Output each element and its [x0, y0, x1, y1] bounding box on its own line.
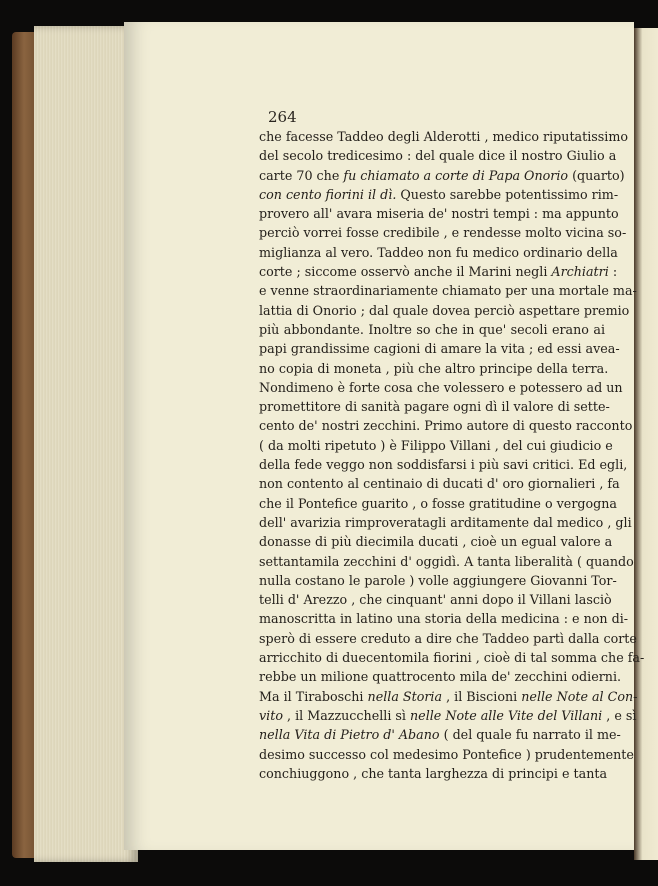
facing-page-edge — [634, 28, 658, 860]
text-segment: lattia di Onorio ; dal quale dovea perciò aspettare premio — [259, 302, 630, 318]
text-line — [259, 648, 645, 667]
text-line — [259, 223, 627, 242]
text-line — [259, 706, 637, 725]
text-line — [259, 590, 612, 609]
text-line — [259, 745, 634, 764]
text-segment: papi grandissime cagioni di amare la vita ; ed essi avea- — [259, 341, 620, 357]
text-segment: Questo sarebbe potentissimo rim- — [396, 186, 619, 202]
text-line — [259, 571, 617, 590]
text-segment: non contento al centinaio di ducati d' oro giornalieri , fa — [259, 476, 620, 492]
text-line — [259, 667, 622, 686]
text-segment: provero all' avara miseria de' nostri tempi : ma appunto — [259, 206, 619, 222]
text-segment: ( da molti ripetuto ) è Filippo Villani , del cui giudicio e — [259, 437, 613, 453]
text-line — [259, 629, 637, 648]
italic-text-segment: nella Storia — [367, 688, 443, 704]
text-line — [259, 146, 617, 165]
text-line — [259, 494, 618, 513]
text-segment: nulla costano le parole ) volle aggiungere Giovanni Tor- — [259, 572, 617, 588]
text-segment: promettitore di sanità pagare ogni dì il valore di sette- — [259, 399, 610, 415]
text-line — [259, 532, 613, 551]
text-line — [259, 320, 605, 339]
text-line — [259, 301, 630, 320]
text-segment: , il Mazzucchelli sì — [282, 707, 411, 723]
text-segment: settantamila zecchini d' oggidì. A tanta liberalità ( quando — [259, 553, 634, 569]
page-text-body — [259, 127, 645, 783]
text-segment: cento de' nostri zecchini. Primo autore di questo racconto — [259, 418, 633, 434]
text-segment: e venne straordinariamente chiamato per una mortale ma- — [259, 283, 637, 299]
text-segment: telli d' Arezzo , che cinquant' anni dopo il Villani lasciò — [259, 592, 612, 608]
text-segment: più abbondante. Inoltre so che in que' secoli erano ai — [259, 321, 605, 337]
text-line — [259, 378, 623, 397]
text-segment: che il Pontefice guarito , o fosse gratitudine o vergogna — [259, 495, 618, 511]
text-segment: corte ; siccome osservò anche il Marini negli — [259, 264, 552, 280]
text-segment: , e sì — [602, 707, 637, 723]
italic-text-segment: nella Vita di Pietro d' Abano — [259, 727, 440, 743]
text-segment: miglianza al vero. Taddeo non fu medico ordinario della — [259, 244, 618, 260]
text-segment: carte 70 che — [259, 167, 344, 183]
text-line — [259, 127, 629, 146]
text-segment: ( del quale fu narrato il me- — [439, 727, 621, 743]
page-stack-edge — [34, 26, 138, 862]
text-segment: conchiuggono , che tanta larghezza di principi e tanta — [259, 765, 608, 781]
text-line — [259, 339, 620, 358]
text-segment: Nondimeno è forte cosa che volessero e potessero ad un — [259, 379, 623, 395]
text-line — [259, 436, 613, 455]
text-segment: del secolo tredicesimo : del quale dice il nostro Giulio a — [259, 148, 617, 164]
text-line — [259, 243, 618, 262]
text-segment: perciò vorrei fosse credibile , e rendesse molto vicina so- — [259, 225, 627, 241]
text-segment: no copia di moneta , più che altro principe della terra. — [259, 360, 609, 376]
text-segment: sperò di essere creduto a dire che Taddeo partì dalla corte — [259, 630, 637, 646]
text-segment: desimo successo col medesimo Pontefice ) prudentemente — [259, 746, 634, 762]
text-line — [259, 185, 619, 204]
text-line — [259, 166, 625, 185]
text-segment: Ma il Tiraboschi — [259, 688, 368, 704]
text-line — [259, 281, 637, 300]
text-line — [259, 687, 638, 706]
italic-text-segment: nelle Note alle Vite del Villani — [410, 707, 603, 723]
italic-text-segment: vito — [259, 707, 283, 723]
text-line — [259, 455, 628, 474]
text-segment: arricchito di duecentomila fiorini , cioè di tal somma che fa- — [259, 650, 645, 666]
text-line — [259, 764, 608, 783]
text-segment: rebbe un milione quattrocento mila de' zecchini odierni. — [259, 669, 622, 685]
text-segment: : — [608, 264, 618, 280]
text-line — [259, 359, 609, 378]
italic-text-segment: nelle Note al Con- — [521, 688, 638, 704]
page-number: 264 — [268, 108, 297, 126]
text-segment: della fede veggo non soddisfarsi i più savi critici. Ed egli, — [259, 457, 628, 473]
text-line — [259, 552, 634, 571]
text-segment: manoscritta in latino una storia della medicina : e non di- — [259, 611, 629, 627]
text-line — [259, 416, 633, 435]
text-line — [259, 725, 621, 744]
text-line — [259, 474, 620, 493]
text-line — [259, 513, 632, 532]
text-line — [259, 262, 618, 281]
text-line — [259, 397, 610, 416]
italic-text-segment: Archiatri — [551, 264, 609, 280]
text-line — [259, 609, 629, 628]
text-line — [259, 204, 619, 223]
text-segment: (quarto) — [568, 167, 625, 183]
italic-text-segment: fu chiamato a corte di Papa Onorio — [343, 167, 569, 183]
text-segment: donasse di più diecimila ducati , cioè un egual valore a — [259, 534, 613, 550]
text-segment: , il Biscioni — [442, 688, 522, 704]
text-segment: dell' avarizia rimproveratagli arditamente dal medico , gli — [259, 514, 632, 530]
italic-text-segment: con cento fiorini il dì. — [259, 186, 397, 202]
text-segment: che facesse Taddeo degli Alderotti , medico riputatissimo — [259, 129, 629, 144]
